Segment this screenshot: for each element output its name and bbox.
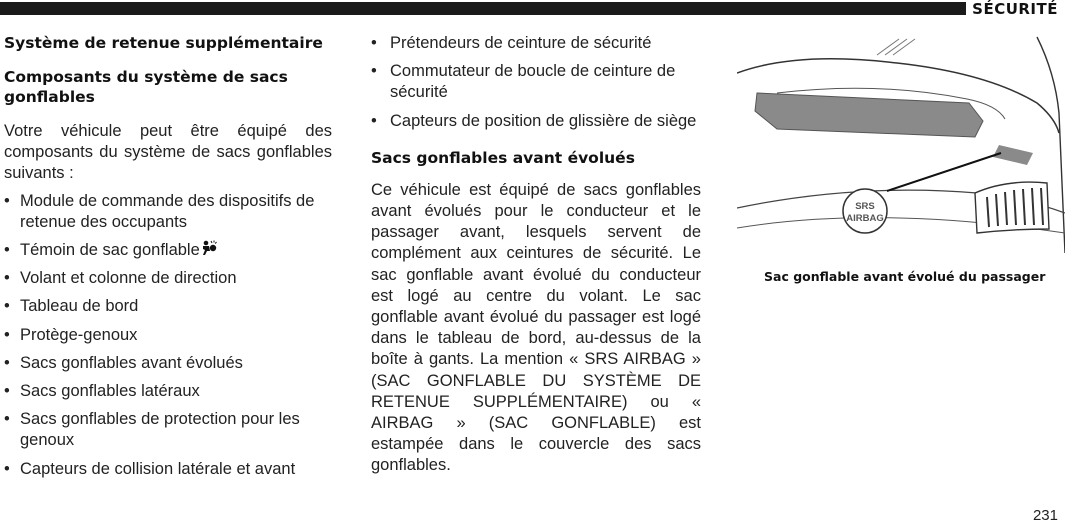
- list-item: • Capteurs de position de glissière de siège: [371, 111, 697, 130]
- srs-label: SRS: [855, 201, 875, 212]
- list-item: • Tableau de bord: [4, 297, 139, 316]
- airbag-label: AIRBAG: [846, 213, 884, 224]
- list-item: • Protège-genoux: [4, 325, 138, 344]
- airbag-warning-icon: [200, 240, 218, 256]
- list-item: • Sacs gonflables latéraux: [4, 382, 200, 401]
- dashboard-drawing: [737, 33, 1065, 259]
- heading-srs: Système de retenue supplémentaire: [4, 34, 323, 52]
- list-item: • Témoin de sac gonflable: [4, 240, 332, 261]
- list-item: • Sacs gonflables de protection pour les genoux: [4, 410, 300, 450]
- column-middle: [371, 33, 701, 477]
- page-number: 231: [1032, 507, 1058, 524]
- heading-advanced-airbags: Sacs gonflables avant évolués: [371, 148, 635, 167]
- intro-paragraph: Votre véhicule peut être équipé des composants du système de sacs gonflables suivants :: [4, 122, 332, 183]
- list-item: • Capteurs de collision latérale et avant: [4, 459, 296, 478]
- sensors-list: [371, 33, 701, 132]
- list-item: • Module de commande des dispositifs de retenue des occupants: [4, 191, 315, 231]
- section-title: SÉCURITÉ: [972, 0, 1058, 18]
- column-left: [4, 33, 332, 480]
- air-vent: [975, 182, 1049, 233]
- figure-caption: Sac gonflable avant évolué du passager: [764, 269, 1046, 284]
- list-item: • Commutateur de boucle de ceinture de sécurité: [371, 62, 676, 102]
- airbag-paragraph: Ce véhicule est équipé de sacs gonflables avant évolués pour le conducteur et le passager avant, lesquels servent de complément aux ceintures de sécurité. Le sac gonflable avant évolué du conducteur est logé au centre du volant. Le sac gonflable avant évolué du passager est logé dans le tableau de bord, au-dessus de la boîte à gants. La mention « SRS AIRBAG » (SAC GONFLABLE DU SYSTÈME DE RETENUE SUPPLÉMENTAIRE) ou « AIRBAG » (SAC GONFLABLE) est estampée dans le couvercle des sacs gonflables.: [371, 180, 701, 475]
- heading-components: Composants du système de sacs gonflables: [4, 68, 288, 106]
- list-item: • Volant et colonne de direction: [4, 269, 237, 288]
- list-item: • Sacs gonflables avant évolués: [4, 353, 243, 372]
- header-bar: [0, 2, 966, 15]
- list-item: • Prétendeurs de ceinture de sécurité: [371, 34, 652, 52]
- components-list: [4, 191, 332, 480]
- passenger-airbag-illustration: [737, 33, 1065, 259]
